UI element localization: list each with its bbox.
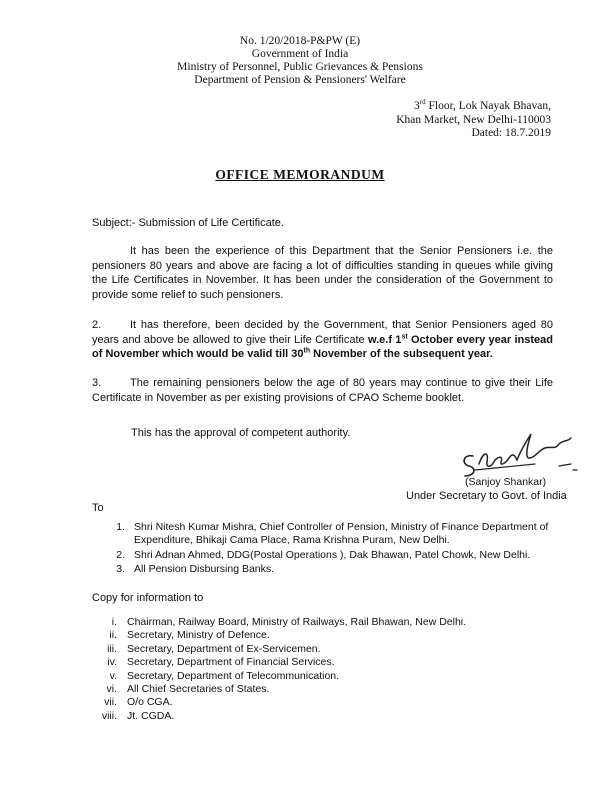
list-item: vi. All Chief Secretaries of States. [106,683,270,696]
paragraph-2-number: 2. [92,319,102,331]
copy-list [101,616,541,723]
govt-line: Government of India [251,48,349,60]
recipient-list [107,521,562,576]
signature-image [455,430,585,482]
paragraph-2: 2. It has therefore, been decided by the Government, that Senior Pensioners aged 80 years and above be allowed to give their Life Certificate w.e.f 1st October every year instead of November which would be valid till 30th November of the subsequent year. [92,319,554,360]
list-item: iii. Secretary, Department of Ex-Servicemen. [107,642,321,655]
paragraph-1: It has been the experience of this Department that the Senior Pensioners i.e. the pensioners 80 years and above are facing a lot of difficulties standing in queues while giving the Life Certificates in November. It has been under the consideration of the Government to provide some relief to such pensioners. [92,245,553,301]
paragraph-3: 3. The remaining pensioners below the age of 80 years may continue to give their Life Certificate in November as per existing provisions of CPAO Scheme booklet. [92,377,553,404]
list-item: iv. Secretary, Department of Financial Services. [107,656,335,669]
list-item: 1. Shri Nitesh Kumar Mishra, Chief Controller of Pension, Ministry of Finance Department of Expenditure, Bhikaji Cama Place, Rama Krishna Puram, New Delhi. [116,521,549,546]
signatory-name: (Sanjoy Shankar) [465,476,547,488]
list-item: viii. Jt. CGDA. [101,709,175,722]
address-line-2: Khan Market, New Delhi-110003 [396,114,551,126]
approval-line: This has the approval of competent authority. [131,427,351,439]
to-label: To [92,502,104,514]
paragraph-3-number: 3. [92,377,102,389]
list-item: 3. All Pension Disbursing Banks. [116,563,275,575]
address-line-1: 3rd Floor, Lok Nayak Bhavan, [414,98,551,112]
copy-label: Copy for information to [92,592,204,604]
memo-date: Dated: 18.7.2019 [471,127,551,139]
signatory-designation: Under Secretary to Govt. of India [406,490,567,502]
subject-line: Subject:- Submission of Life Certificate. [92,217,284,229]
list-item: 2. Shri Adnan Ahmed, DDG(Postal Operations ), Dak Bhawan, Patel Chowk, New Delhi. [116,549,531,561]
list-item: v. Secretary, Department of Telecommunication. [109,669,340,682]
file-number: No. 1/20/2018-P&PW (E) [239,35,361,47]
department-line: Department of Pension & Pensioners' Welfare [194,74,406,86]
list-item: vii. O/o CGA. [104,696,173,709]
page-title: OFFICE MEMORANDUM [215,167,385,182]
list-item: i. Chairman, Railway Board, Ministry of Railways, Rail Bhawan, New Delhi. [111,616,467,628]
ministry-line: Ministry of Personnel, Public Grievances & Pensions [177,61,423,73]
list-item: ii. Secretary, Ministry of Defence. [109,629,270,642]
